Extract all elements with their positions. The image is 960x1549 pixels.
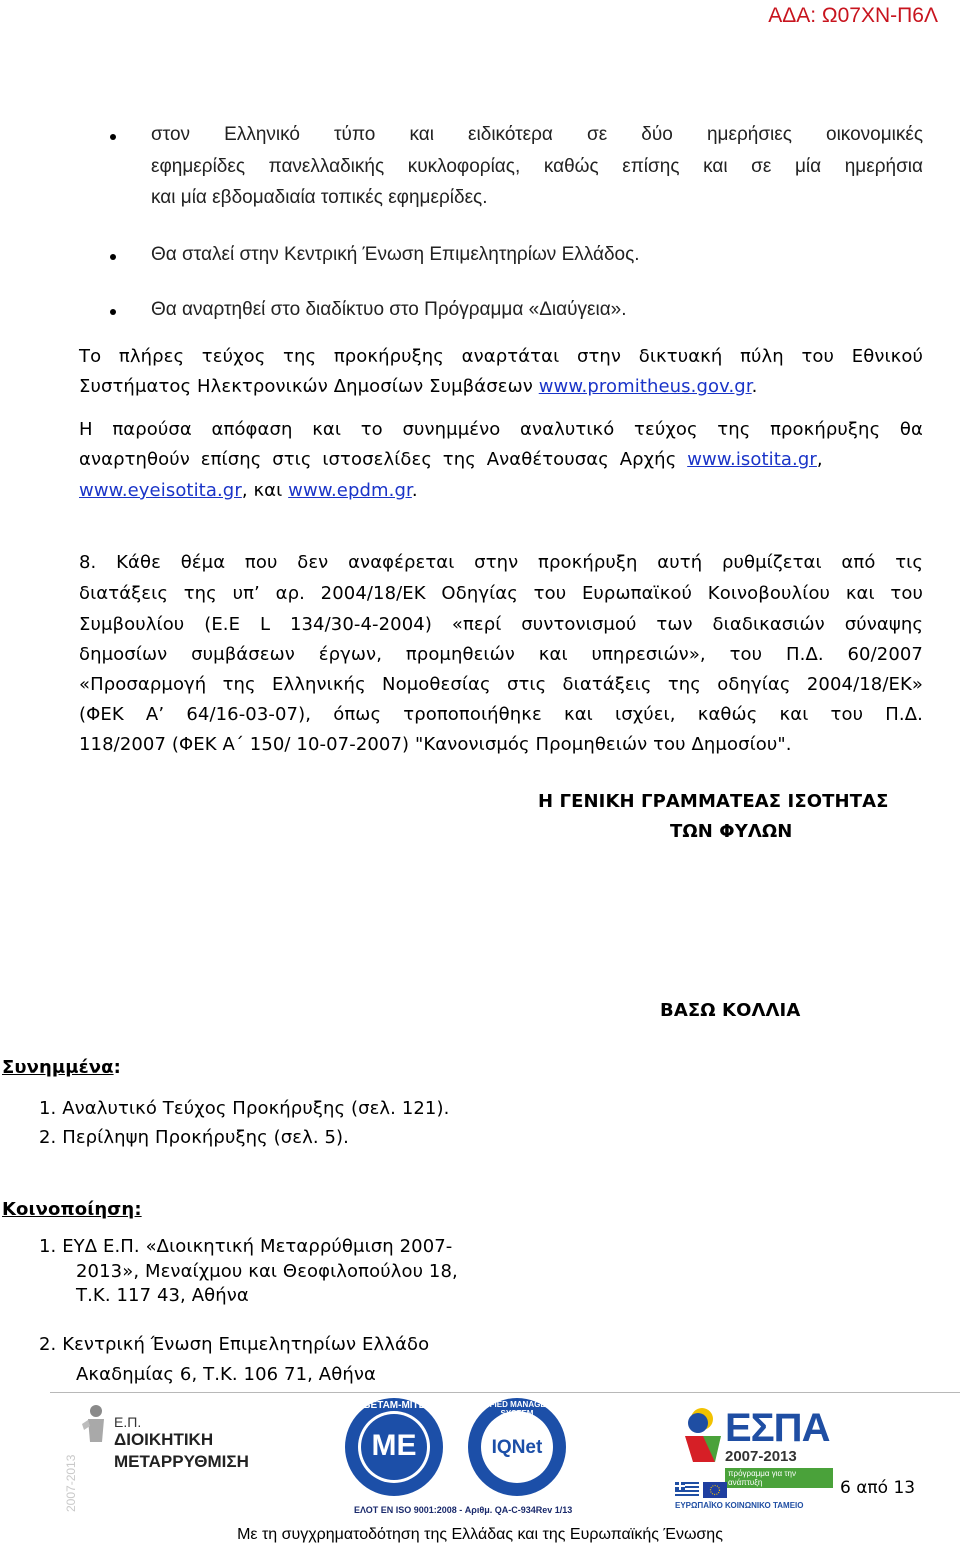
ada-code: ΑΔΑ: Ω07ΧΝ-Π6Λ [768,4,938,27]
page-number: 6 από 13 [840,1478,916,1498]
certification-text: ΕΛΟΤ ΕΝ ISO 9001:2008 - Αριθμ. QA-C-934Rev 1/13 [354,1505,573,1515]
logo-years: 2007-2013 [64,1454,78,1512]
recipient-2-line-1: 2. Κεντρική Ένωση Επιμελητηρίων Ελλάδο [39,1334,430,1355]
logo-me-center: ME [371,1429,417,1462]
isotita-link[interactable]: www.isotita.gr [687,449,817,470]
para3-line-5: «Προσαρμογή της Ελληνικής Νομοθεσίας στις διατάξεις της οδηγίας 2004/18/ΕΚ» [79,674,923,695]
para1-line-1: Το πλήρες τεύχος της προκήρυξης αναρτάται στην δικτυακή πύλη του Εθνικού [79,346,923,367]
para3-line-6: (ΦΕΚ Α’ 64/16-03-07), όπως τροποποιήθηκε και ισχύει, καθώς και του Π.Δ. [79,704,923,725]
espa-tagline: πρόγραμμα για την ανάπτυξη [725,1468,833,1488]
espa-fund: ΕΥΡΩΠΑΪΚΟ ΚΟΙΝΩΝΙΚΟ ΤΑΜΕΙΟ [675,1501,804,1510]
bullet-2: Θα σταλεί στην Κεντρική Ένωση Επιμελητηρίων Ελλάδος. [151,244,640,265]
greek-flag-icon [675,1482,699,1498]
para2-line-3: www.eyeisotita.gr, και www.epdm.gr. [79,480,418,501]
promitheus-link[interactable]: www.promitheus.gov.gr [538,376,752,397]
attachment-item-2: 2. Περίληψη Προκήρυξης (σελ. 5). [39,1127,349,1148]
recipients-heading: Κοινοποίηση: [2,1199,142,1220]
espa-years: 2007-2013 [725,1448,797,1465]
recipient-1-line-3: Τ.Κ. 117 43, Αθήνα [76,1285,249,1306]
logo-me-ring-text: ΕΒΕΤΑΜ-ΜΙΤΕΣ [356,1400,432,1411]
para3-line-3: Συμβουλίου (Ε.Ε L 134/30-4-2004) «περί συντονισμού των διαδικασιών σύναψης [79,614,923,635]
recipient-2-line-2: Ακαδημίας 6, Τ.Κ. 106 71, Αθήνα [76,1364,376,1385]
para1-line-2: Συστήματος Ηλεκτρονικών Δημοσίων Συμβάσεων www.promitheus.gov.gr. [79,376,758,397]
logo-line-2: ΜΕΤΑΡΡΥΘΜΙΣΗ [114,1452,249,1471]
para2-line-1: Η παρούσα απόφαση και το συνημμένο αναλυτικό τεύχος της προκήρυξης θα [79,419,923,440]
bullet-1-line-2: εφημερίδες πανελλαδικής κυκλοφορίας, καθώς επίσης και σε μία ημερήσια [151,156,923,177]
attachment-item-1: 1. Αναλυτικό Τεύχος Προκήρυξης (σελ. 121). [39,1098,450,1119]
bullet-icon [110,254,116,260]
espa-name: ΕΣΠΑ [725,1406,830,1450]
signature-title-line-2: ΤΩΝ ΦΥΛΩΝ [670,821,793,842]
logo-espa [673,1404,833,1514]
logo-me [338,1396,450,1498]
figure-icon [82,1404,112,1444]
logo-ep: Ε.Π. [114,1414,142,1430]
footer-divider [50,1392,960,1393]
logo-iqnet-center: IQNet [491,1437,543,1458]
bullet-1-line-3: και μία εβδομαδιαία τοπικές εφημερίδες. [151,187,488,208]
cofinance-text: Με τη συγχρηματοδότηση της Ελλάδας και της Ευρωπαϊκής Ένωσης [237,1526,723,1543]
bullet-icon [110,134,116,140]
para3-line-7: 118/2007 (ΦΕΚ Α΄ 150/ 10-07-2007) "Κανονισμός Προμηθειών του Δημοσίου". [79,734,792,755]
logo-dioikitiki-metarrythmisi [60,1400,270,1518]
attachments-heading: Συνημμένα: [2,1057,121,1078]
signature-name: ΒΑΣΩ ΚΟΛΛΙΑ [660,1000,801,1021]
eyeisotita-link[interactable]: www.eyeisotita.gr [79,480,242,501]
bullet-icon [110,309,116,315]
signature-title-line-1: Η ΓΕΝΙΚΗ ΓΡΑΜΜΑΤΕΑΣ ΙΣΟΤΗΤΑΣ [538,791,889,812]
logo-iqnet-ring-text: CERTIFIED MANAGEMENT SYSTEM [465,1400,569,1418]
bullet-3: Θα αναρτηθεί στο διαδίκτυο στο Πρόγραμμα «Διαύγεια». [151,299,627,320]
epdm-link[interactable]: www.epdm.gr [288,480,412,501]
para3-line-1: 8. Κάθε θέμα που δεν αναφέρεται στην προκήρυξη αυτή ρυθμίζεται από τις [79,552,923,573]
eu-flag-icon [703,1482,727,1498]
para3-line-4: δημοσίων συμβάσεων έργων, προμηθειών και υπηρεσιών», του Π.Δ. 60/2007 [79,644,923,665]
logo-line-1: ΔΙΟΙΚΗΤΙΚΗ [114,1430,214,1449]
para3-line-2: διατάξεις της υπ’ αρ. 2004/18/ΕΚ Οδηγίας του Ευρωπαϊκού Κοινοβουλίου και του [79,583,923,604]
para2-line-2: αναρτηθούν επίσης στις ιστοσελίδες της Αναθέτουσας Αρχής www.isotita.gr, [79,449,823,470]
logo-iqnet [462,1396,572,1498]
espa-symbol-icon [677,1404,727,1464]
recipient-1-line-2: 2013», Μεναίχμου και Θεοφιλοπούλου 18, [76,1261,458,1282]
recipient-1-line-1: 1. ΕΥΔ Ε.Π. «Διοικητική Μεταρρύθμιση 2007- [39,1236,453,1257]
bullet-1-line-1: στον Ελληνικό τύπο και ειδικότερα σε δύο ημερήσιες οικονομικές [151,124,923,145]
